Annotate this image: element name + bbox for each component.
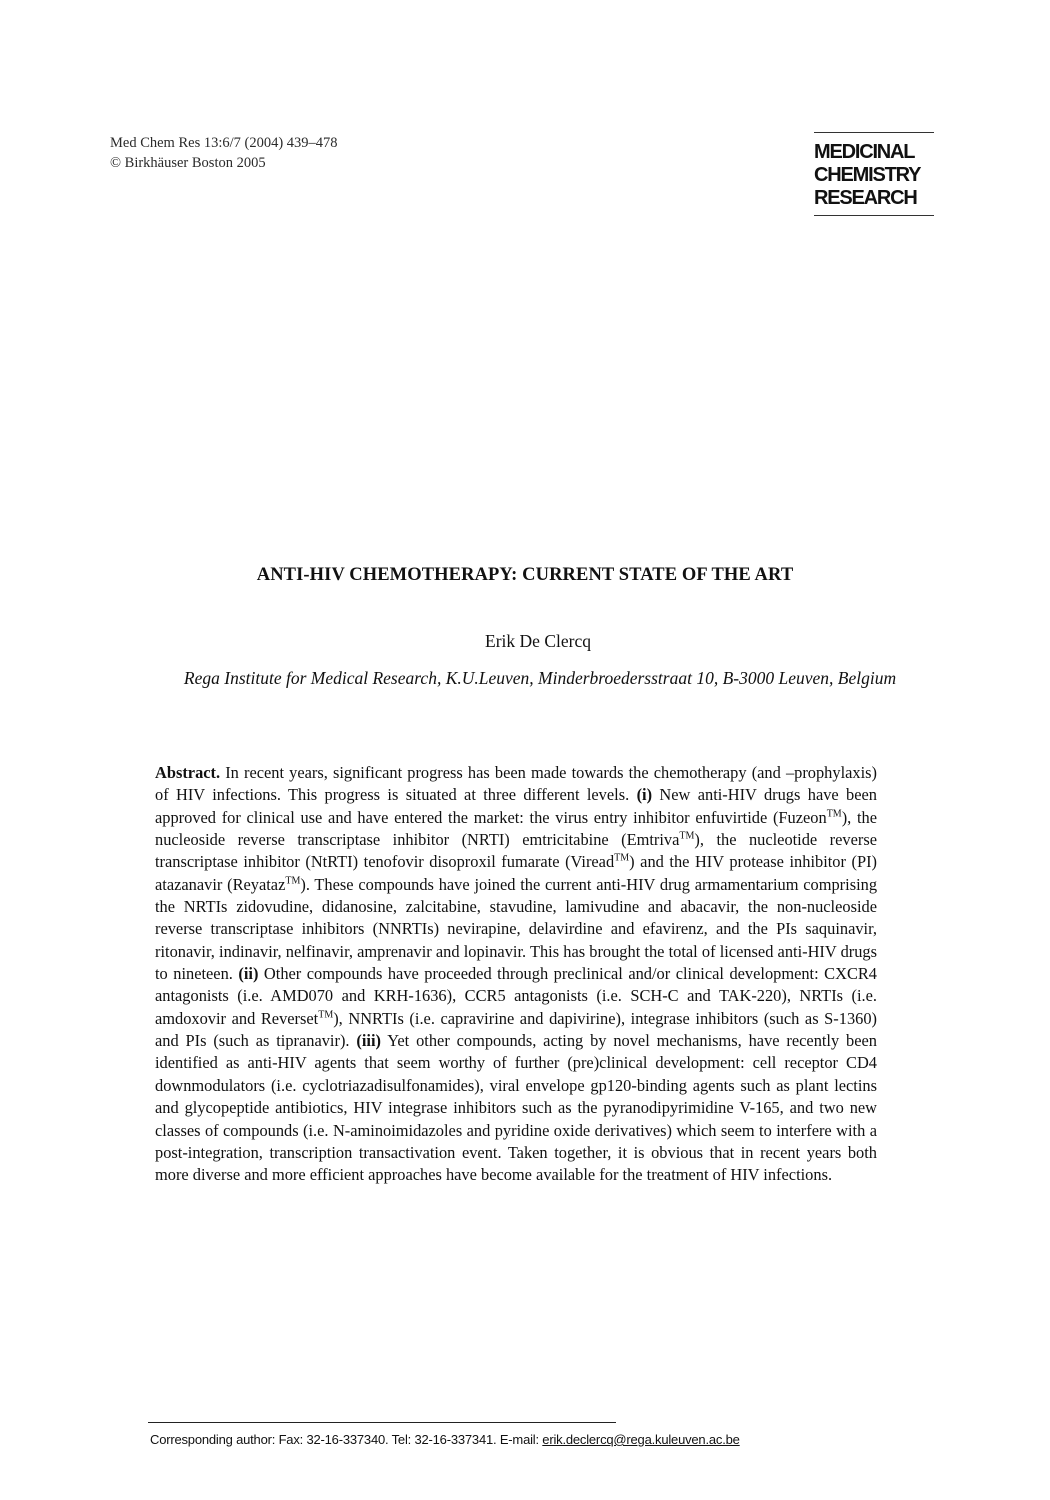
enumeration-marker: (iii) <box>356 1031 381 1051</box>
abstract-paragraph <box>155 762 877 1187</box>
journal-logo <box>814 132 934 216</box>
abstract-text: ), the nucleotide reverse transcriptase inhibitor (NtRTI) tenofovir disoproxil fumarate (Viread <box>155 830 877 872</box>
abstract-text: ). These compounds have joined the current anti-HIV drug armamentarium comprising the NRTIs zidovudine, didanosine, zalcitabine, stavudine, lamivudine and abacavir, the non-nucleoside reverse transcriptase inhibitors (NNRTIs) nevirapine, delavirdine and efavirenz, and the PIs saquinavir, ritonavir, indinavir, nelfinavir, amprenavir and lopinavir. This has brought the total of licensed anti-HIV drugs to nineteen. <box>155 874 878 984</box>
enumeration-marker: (i) <box>636 785 653 805</box>
abstract-text: ) and the HIV protease inhibitor (PI) atazanavir (Reyataz <box>155 852 877 894</box>
author-name: Erik De Clercq <box>485 631 591 651</box>
abstract-text: Yet other compounds, acting by novel mechanisms, have recently been identified as anti-HIV agents that seem worthy of further (pre)clinical development: cell receptor CD4 downmodulators (i.e. cyclotriazadisulfonamides), viral envelope gp120-binding agents such as plant lectins and glycopeptide antibiotics, HIV integrase inhibitors such as the pyranodipyrimidine V-165, and two new classes of compounds (i.e. N-aminoimidazoles and pyridine oxide derivatives) which seem to interfere with a post-integration, transcription transactivation event. Taken together, it is obvious that in recent years both more diverse and more efficient approaches have become available for the treatment of HIV infections. <box>155 1031 877 1185</box>
trademark-mark: TM <box>826 808 842 820</box>
author-affiliation: Rega Institute for Medical Research, K.U.Leuven, Minderbroedersstraat 10, B-3000 Leuven, Belgium <box>183 668 897 688</box>
enumeration-marker: (ii) <box>238 964 259 984</box>
abstract-text: ), NNRTIs (i.e. capravirine and dapivirine), integrase inhibitors (such as S-1360) and PIs (such as tipranavir). <box>155 1008 877 1051</box>
journal-logo-line: CHEMISTRY <box>814 164 921 186</box>
journal-logo-line: MEDICINAL <box>814 141 915 163</box>
journal-logo-line: RESEARCH <box>814 187 917 209</box>
abstract-text: New anti-HIV drugs have been approved for clinical use and have entered the market: the virus entry inhibitor enfuvirtide (Fuzeon <box>155 785 877 827</box>
footnote-divider <box>148 1422 616 1423</box>
footnote-text: Corresponding author: Fax: 32-16-337340. Tel: 32-16-337341. E-mail: <box>150 1432 543 1447</box>
trademark-mark: TM <box>285 875 301 887</box>
trademark-mark: TM <box>318 1009 334 1021</box>
abstract-label: Abstract. <box>155 763 221 782</box>
trademark-mark: TM <box>614 852 630 864</box>
abstract-text: In recent years, significant progress has been made towards the chemotherapy (and –prophylaxis) of HIV infections. This progress is situated at three different levels. <box>155 763 877 805</box>
email-link[interactable]: erik.declercq@rega.kuleuven.ac.be <box>542 1432 740 1447</box>
corresponding-author-footnote <box>150 1432 740 1447</box>
abstract-text: Other compounds have proceeded through preclinical and/or clinical development: CXCR4 antagonists (i.e. AMD070 and KRH-1636), CCR5 antagonists (i.e. SCH-C and TAK-220), NRTIs (i.e. amdoxovir and Reverset <box>155 964 878 1028</box>
trademark-mark: TM <box>679 830 695 842</box>
citation-block <box>110 133 338 173</box>
abstract-text: ), the nucleoside reverse transcriptase inhibitor (NRTI) emtricitabine (Emtriva <box>155 807 877 850</box>
copyright-line: © Birkhäuser Boston 2005 <box>110 155 266 171</box>
journal-citation: Med Chem Res 13:6/7 (2004) 439–478 <box>110 135 338 151</box>
article-title: ANTI-HIV CHEMOTHERAPY: CURRENT STATE OF THE ART <box>256 565 794 585</box>
